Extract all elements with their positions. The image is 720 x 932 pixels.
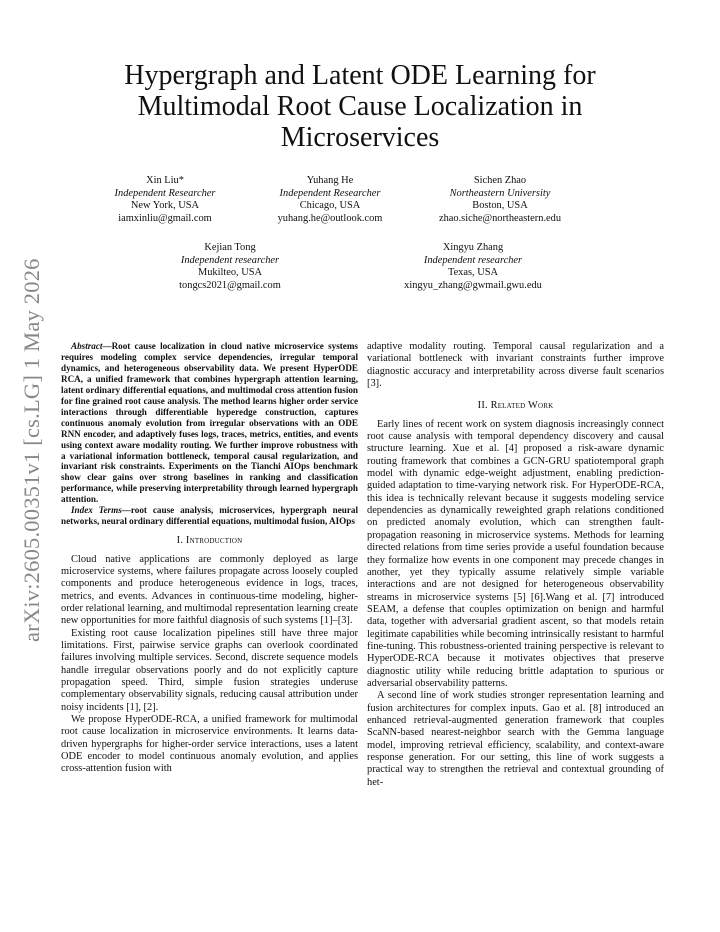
author-email: xingyu_zhang@gwmail.gwu.edu [404, 279, 542, 291]
related-work-paragraph: A second line of work studies stronger representation learning and fusion architectures for complex inputs. Gao et al. [8] introduced an enhanced retrieval-augmented generation framework that couples ScaNN-based nearest-neighbor search with the Gemma language model, improving retrieval efficiency, scalability, and context-aware response generation. For our setting, this line of work suggests a practical way to strengthen the retrieval and contextual grounding of het- [367, 690, 664, 788]
author-affiliation: Northeastern University [449, 187, 551, 199]
author-block [255, 175, 405, 225]
author-location: Texas, USA [447, 267, 499, 279]
author-email: tongcs2021@gmail.com [179, 279, 281, 291]
author-block [155, 242, 305, 292]
author-location: Mukilteo, USA [197, 267, 263, 279]
arxiv-identifier: arXiv:2605.00351v1 [cs.LG] 1 May 2026 [19, 258, 44, 642]
author-email: iamxinliu@gmail.com [118, 212, 212, 224]
author-location: New York, USA [130, 200, 200, 212]
intro-paragraph: We propose HyperODE-RCA, a unified framework for multimodal root cause localization in microservice environments. It learns data-driven hypergraphs for higher-order service interactions, uses a latent ODE encoder to model continuous anomaly evolution, and applies cross-attention fusion with [61, 714, 358, 775]
intro-paragraph: Cloud native applications are commonly deployed as large microservice systems, where failures propagate across loosely coupled components and produce heterogeneous evidence in logs, traces, metrics, and events. Advances in continuous-time modeling, higher-order relational learning, and multimodal representation learning create new opportunities for more faithful diagnosis of such systems [1]–[3]. [61, 553, 358, 627]
author-name: Xin Liu* [146, 175, 184, 186]
author-location: Chicago, USA [299, 200, 361, 212]
index-terms-text: —root cause analysis, microservices, hypergraph neural networks, neural ordinary differential equations, multimodal fusion, AIOps [61, 505, 358, 527]
author-block [415, 175, 585, 225]
author-name: Yuhang He [306, 175, 354, 186]
author-email: yuhang.he@outlook.com [277, 212, 383, 224]
paper-title: Hypergraph and Latent ODE Learning for Multimodal Root Cause Localization in Microservices [124, 60, 596, 153]
author-affiliation: Independent Researcher [279, 187, 381, 199]
author-block [378, 242, 568, 292]
section-heading-introduction: I. Introduction [176, 535, 243, 547]
author-location: Boston, USA [472, 200, 528, 212]
left-column [61, 341, 358, 776]
section-heading-related-work: II. Related Work [477, 400, 554, 412]
author-name: Xingyu Zhang [442, 242, 504, 253]
author-name: Kejian Tong [204, 242, 256, 253]
abstract [61, 341, 358, 505]
intro-paragraph: Existing root cause localization pipelines still have three major limitations. First, pairwise service graphs can overlook coordinated failures involving multiple services. Second, discrete sequence models handle irregular observations poorly and do not explicitly capture propagation speed. Third, simple fusion strategies underuse complementary observability signals, reducing causal attribution under noisy incidents [1], [2]. [61, 627, 358, 713]
author-name: Sichen Zhao [473, 175, 527, 186]
right-column [367, 341, 664, 789]
index-terms [61, 505, 358, 527]
author-affiliation: Independent researcher [180, 254, 280, 266]
abstract-text: —Root cause localization in cloud native microservice systems requires modeling complex service dependencies, irregular temporal dynamics, and heterogeneous observability data. We present HyperODE RCA, a unified framework that combines hypergraph attention learning, latent ordinary differential equations, and multimodal cross attention fusion for fine grained root cause analysis. The method learns higher order service interactions through differentiable hyperedge construction, captures continuous anomaly evolution from irregular observations with an ODE RNN encoder, and adaptively fuses logs, traces, metrics, entities, and events using context aware modality routing. We further improve robustness with a variational information bottleneck, temporal causal regularization, and invariant risk constraints. Experiments on the Tianchi AIOps benchmark show clear gains over strong baselines in ranking and classification performance, while preserving interpretability through learned hypergraph attention. [61, 341, 358, 505]
index-terms-lead: Index Terms [71, 505, 122, 516]
related-work-paragraph: Early lines of recent work on system diagnosis increasingly connect root cause analysis with temporal dependency discovery and causal structure learning. Xue et al. [4] proposed a risk-aware dynamic routing framework that combines a GCN-GRU spatiotemporal graph model with dynamic edge-weight adjustment, enabling prediction-guided adaptation to time-varying network risk. For HyperODE-RCA, this idea is technically relevant because it suggests modeling service dependencies as dynamically reweighted graph relations conditioned on predicted anomaly evolution, which can strengthen fault-propagation reasoning in microservice systems. Methods for learning directed relations from time series provide a useful foundation because they formalize how events in one component may precede changes in another, yet they typically assume relatively simple variable interactions and are not designed for heterogeneous observability streams in microservice systems [5] [6].Wang et al. [7] introduced SEAM, a defense that couples optimization on benign and harmful data, together with adversarial gradient ascent, so that models retain legitimate capabilities while becoming intrinsically resistant to harmful fine-tuning. This robustness-oriented training perspective is relevant to HyperODE-RCA because it motivates objectives that preserve diagnostic utility while reducing brittle adaptation to spurious or adversarial observability patterns. [367, 418, 664, 689]
author-affiliation: Independent researcher [423, 254, 523, 266]
author-affiliation: Independent Researcher [114, 187, 216, 199]
intro-continuation: adaptive modality routing. Temporal causal regularization and a variational bottleneck with invariant constraints further improve diagnostic accuracy and interpretability across diverse fault scenarios [3]. [367, 341, 664, 390]
author-block [95, 175, 235, 225]
author-email: zhao.siche@northeastern.edu [438, 212, 562, 224]
abstract-lead: Abstract [71, 341, 103, 351]
